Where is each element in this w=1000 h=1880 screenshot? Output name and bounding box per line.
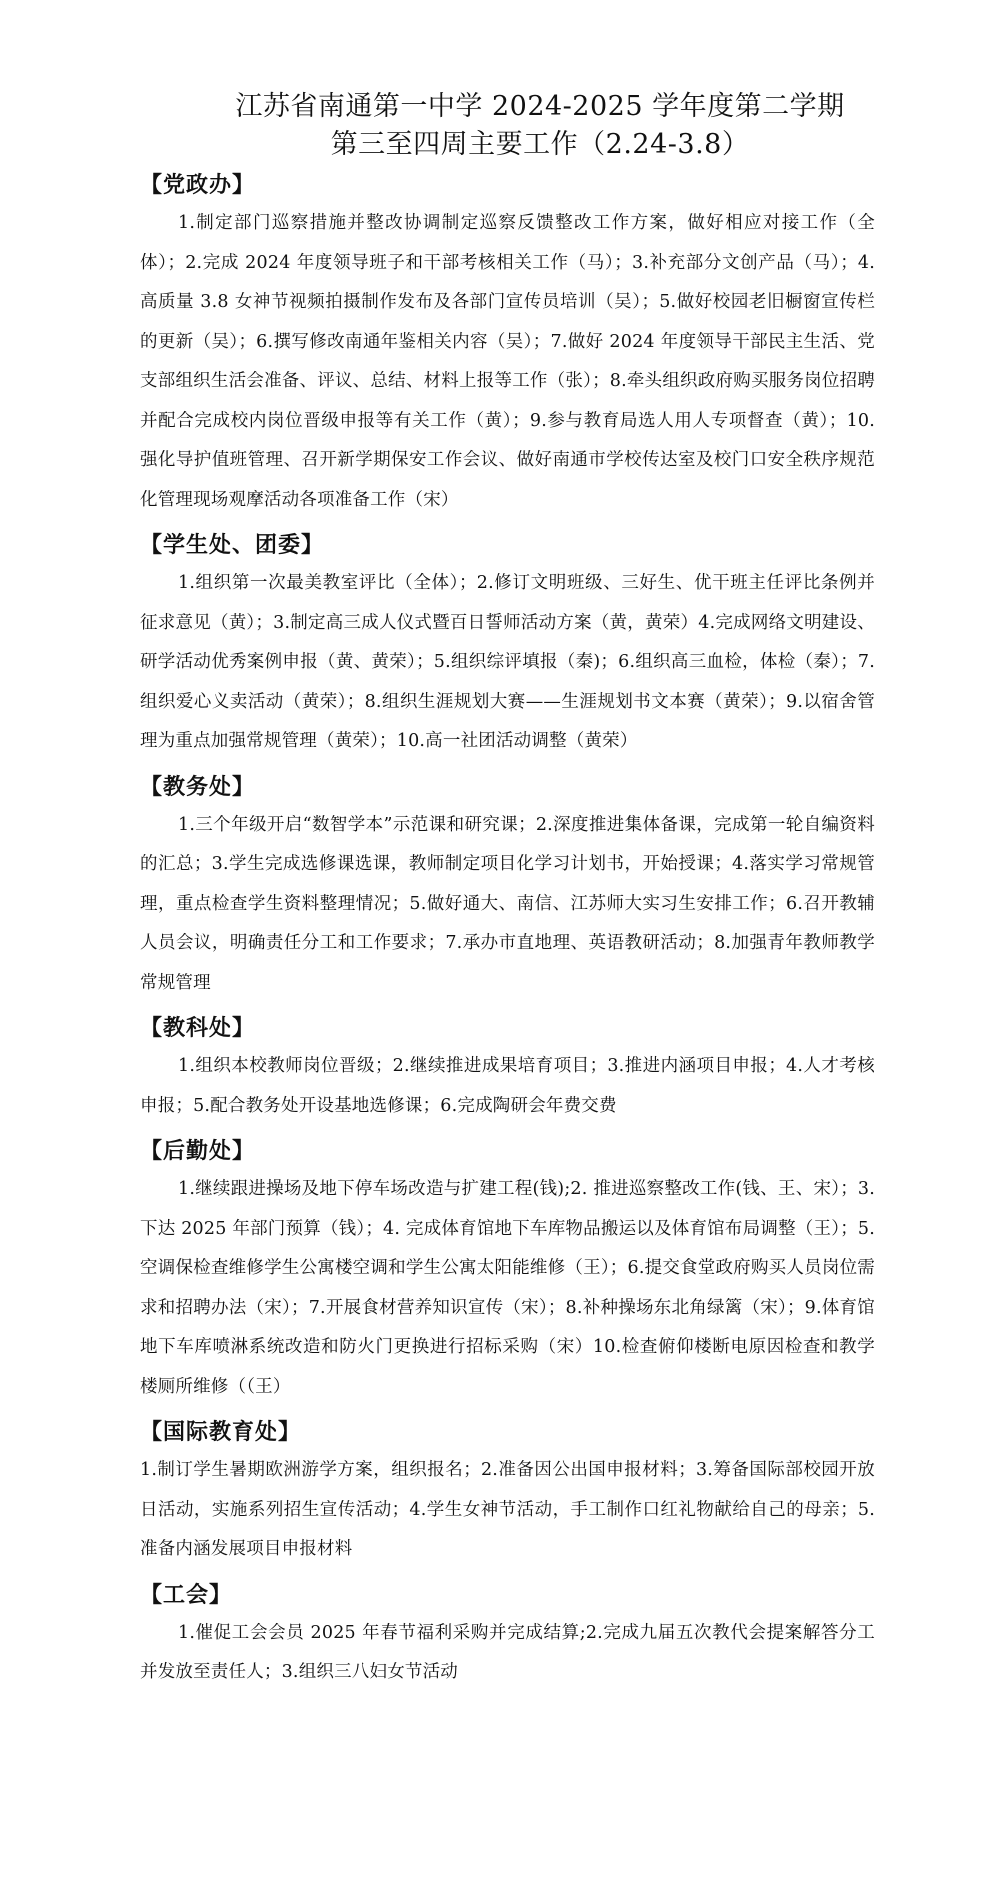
section-body-party-office: 1.制定部门巡察措施并整改协调制定巡察反馈整改工作方案，做好相应对接工作（全体）；2.完成 2024 年度领导班子和干部考核相关工作（马）；3.补充部分文创产品（马）；4.高质量 3.8 女神节视频拍摄制作发布及各部门宣传员培训（吴）；5.做好校园老旧橱窗宣传栏的更新（吴）；6.撰写修改南通年鉴相关内容（吴）；7.做好 2024 年度领导干部民主生活、党支部组织生活会准备、评议、总结、材料上报等工作（张）；8.牵头组织政府购买服务岗位招聘并配合完成校内岗位晋级申报等有关工作（黄）；9.参与教育局选人用人专项督查（黄）；10.强化导护值班管理、召开新学期保安工作会议、做好南通市学校传达室及校门口安全秩序规范化管理现场观摩活动各项准备工作（宋） xyxy=(140,213,875,510)
section-heading-logistics: 【后勤处】 xyxy=(140,1138,256,1164)
section-body-international-education: 1.制订学生暑期欧洲游学方案，组织报名；2.准备因公出国申报材料；3.筹备国际部校园开放日活动，实施系列招生宣传活动；4.学生女神节活动，手工制作口红礼物献给自己的母亲；5.准备内涵发展项目申报材料 xyxy=(140,1460,875,1559)
section-heading-party-office: 【党政办】 xyxy=(140,172,256,198)
section-heading-labor-union: 【工会】 xyxy=(140,1581,233,1608)
section-body-academic-affairs: 1.三个年级开启“数智学本”示范课和研究课；2.深度推进集体备课，完成第一轮自编资料的汇总；3.学生完成选修课选课，教师制定项目化学习计划书，开始授课；4.落实学习常规管理，重点检查学生资料整理情况；5.做好通大、南信、江苏师大实习生安排工作；6.召开教辅人员会议，明确责任分工和工作要求；7.承办市直地理、英语教研活动；8.加强青年教师教学常规管理 xyxy=(140,814,875,993)
title-line-2: 第三至四周主要工作（2.24-3.8） xyxy=(330,129,750,160)
section-body-logistics: 1.继续跟进操场及地下停车场改造与扩建工程(钱);2. 推进巡察整改工作(钱、王、宋）；3.下达 2025 年部门预算（钱）；4. 完成体育馆地下车库物品搬运以及体育馆布局调整（王）；5.空调保检查维修学生公寓楼空调和学生公寓太阳能维修（王）；6.提交食堂政府购买人员岗位需求和招聘办法（宋）；7.开展食材营养知识宣传（宋）；8.补种操场东北角绿篱（宋）；9.体育馆地下车库喷淋系统改造和防火门更换进行招标采购（宋）10.检查俯仰楼断电原因检查和教学楼厕所维修（（王） xyxy=(140,1179,875,1397)
section-heading-research-office: 【教科处】 xyxy=(140,1015,256,1041)
section-body-student-affairs: 1.组织第一次最美教室评比（全体）；2.修订文明班级、三好生、优干班主任评比条例并征求意见（黄）；3.制定高三成人仪式暨百日誓师活动方案（黄，黄荣）4.完成网络文明建设、研学活动优秀案例申报（黄、黄荣）；5.组织综评填报（秦)；6.组织高三血检，体检（秦）；7.组织爱心义卖活动（黄荣）；8.组织生涯规划大赛——生涯规划书文本赛（黄荣）；9.以宿舍管理为重点加强常规管理（黄荣）；10.高一社团活动调整（黄荣） xyxy=(140,573,875,751)
section-heading-international-education: 【国际教育处】 xyxy=(140,1419,302,1445)
section-body-labor-union: 1.催促工会会员 2025 年春节福利采购并完成结算;2.完成九届五次教代会提案解答分工并发放至责任人；3.组织三八妇女节活动 xyxy=(140,1622,875,1682)
document-content xyxy=(0,166,1000,1693)
section-body-research-office: 1.组织本校教师岗位晋级；2.继续推进成果培育项目；3.推进内涵项目申报；4.人才考核申报；5.配合教务处开设基地选修课；6.完成陶研会年费交费 xyxy=(140,1056,875,1116)
document-title xyxy=(0,0,1000,164)
section-heading-academic-affairs: 【教务处】 xyxy=(140,773,256,800)
section-heading-student-affairs: 【学生处、团委】 xyxy=(140,532,325,558)
title-line-1: 江苏省南通第一中学 2024-2025 学年度第二学期 xyxy=(235,91,845,122)
